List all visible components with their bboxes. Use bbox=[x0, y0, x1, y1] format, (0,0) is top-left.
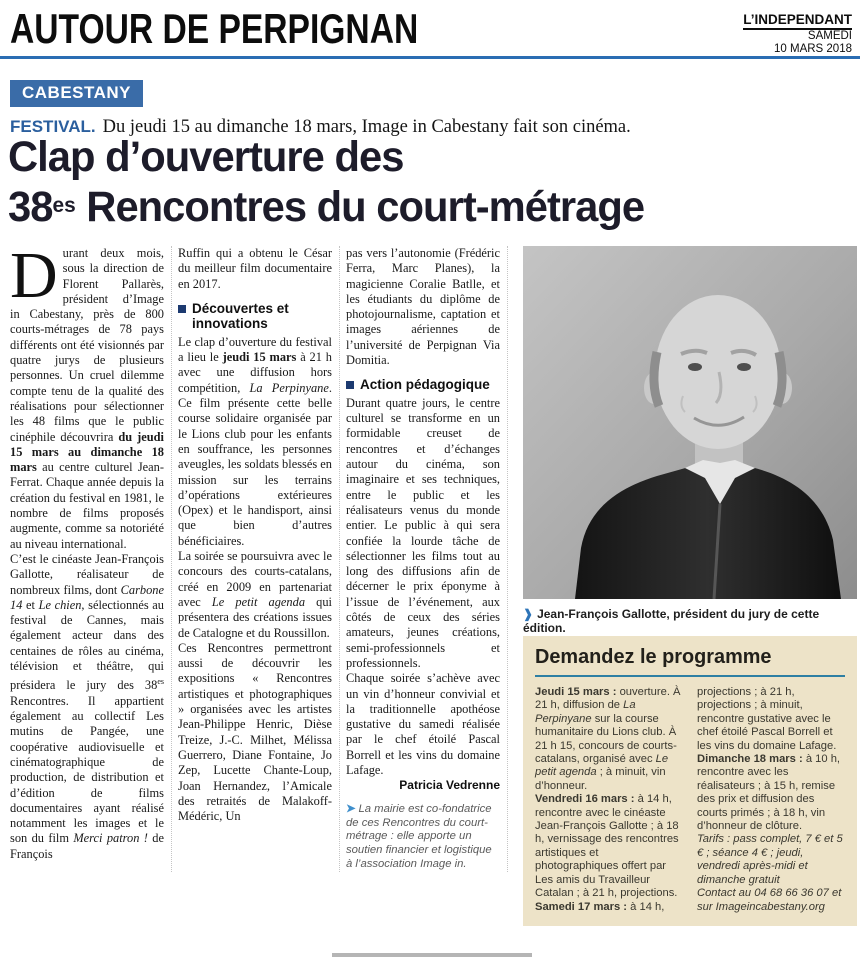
program-column-left bbox=[535, 686, 683, 914]
page-bottom-rule bbox=[332, 953, 532, 957]
program-column-right bbox=[697, 686, 845, 914]
article-paragraph: Ces Rencontres permettront aussi de découvrir les expositions « Rencontres artistiques et photographiques » organisées avec les artistes Jean-Philippe Henric, Dièse Treize, J.-C. Milhet, Mélissa Guerrero, Diane Fontaine, Jo Zep, Lucette Chante-Loup, Joan Hernandez, l’Amicale des retraités de Malakoff-Médéric, Un bbox=[178, 640, 332, 824]
program-columns bbox=[535, 686, 845, 914]
program-entry: Tarifs : pass complet, 7 € et 5 € ; séance 4 € ; jeudi, vendredi après-midi et dimanche gratuit bbox=[697, 833, 843, 886]
article-paragraph: Le clap d’ouverture du festival a lieu le jeudi 15 mars à 21 h avec une diffusion hors compétition, La Perpinyane. Ce film présente cette belle course solidaire organisée par le Lions club pour les enfants en souffrance, les personnes aveugles, les soldats blessés en mission sur les terrains d’opérations extérieures (Opex) et le handisport, ainsi que bien d’autres bénéficiaires. bbox=[178, 334, 332, 548]
article-column-1 bbox=[10, 239, 172, 872]
portrait-illustration bbox=[523, 246, 857, 599]
headline-line-1: Clap d’ouverture des bbox=[8, 133, 404, 181]
program-entry: Vendredi 16 mars : à 14 h, rencontre avec le cinéaste Jean-François Gallotte ; à 18 h, vernissage des rencontres artistiques et photographiques offert par Les amis du Travailleur Catalan ; à 21 h, projections. bbox=[535, 793, 679, 900]
edition-info bbox=[743, 6, 852, 56]
note-text: La mairie est co-fondatrice de ces Rencontres du court-métrage : elle apporte un soutien financier et logistique à l’association Image in. bbox=[346, 802, 492, 871]
paper-name: L’INDEPENDANT bbox=[743, 12, 852, 30]
program-entry: Contact au 04 68 66 36 07 et sur Imageincabestany.org bbox=[697, 887, 842, 913]
section-subhead bbox=[178, 301, 332, 332]
program-entry: Dimanche 18 mars : à 10 h, rencontre avec les réalisateurs ; à 15 h, remise des prix et diffusion des courts primés ; à 18 h, vin d’honneur de clôture. bbox=[697, 753, 841, 833]
square-bullet-icon bbox=[346, 381, 354, 389]
headline bbox=[8, 133, 644, 231]
article-paragraph: Ruffin qui a obtenu le César du meilleur film documentaire en 2017. bbox=[178, 246, 332, 291]
square-bullet-icon bbox=[178, 305, 186, 313]
town-badge: CABESTANY bbox=[10, 80, 143, 107]
arrow-icon: ➤ bbox=[346, 802, 356, 815]
program-rule bbox=[535, 675, 845, 677]
headline-line-2-text: Rencontres du court-métrage bbox=[75, 183, 645, 231]
byline: Patricia Vedrenne bbox=[399, 778, 500, 793]
article-paragraph: Durant quatre jours, le centre culturel se transforme en un formidable creuset de rencontres et d’échanges autour du cinéma, son imaginaire et ses techniques, entre le public et les réalisateurs venus du monde entier. Le public à qui sera confiée la lourde tâche de sélectionner les films tout au long des diffusions afin de décerner le prix éponyme à l’issue de l’événement, aux côtés de ceux des séries amateurs, jeunes créations, semi-professionnels et professionnels. bbox=[346, 395, 500, 670]
article-paragraph: pas vers l’autonomie (Frédéric Ferra, Marc Planes), la magicienne Coralie Batlle, et les étudiants du diplôme de photojournalisme, captation et images aériennes de l’université de Perpignan Via Domitia. bbox=[346, 246, 500, 368]
article-paragraph: Chaque soirée s’achève avec un vin d’honneur convivial et la traditionnelle apothéose gustative du samedi réalisée par le chef étoilé Pascal Borrell et les vins du domaine Lafage. bbox=[346, 671, 500, 777]
program-entry: Samedi 17 mars : à 14 h, bbox=[535, 900, 665, 913]
masthead bbox=[10, 6, 852, 56]
section-title: AUTOUR DE PERPIGNAN bbox=[10, 5, 419, 52]
photo-caption bbox=[523, 607, 857, 635]
edition-day: SAMEDI bbox=[807, 30, 852, 42]
caption-text: Jean-François Gallotte, président du jury de cette édition. bbox=[523, 607, 820, 635]
kicker-label: FESTIVAL. bbox=[10, 117, 96, 136]
drop-cap: D bbox=[10, 239, 58, 312]
program-entry: projections ; à 21 h, projections ; à minuit, rencontre gustative avec le chef étoilé Pascal Borrell et les vins du domaine Lafage. bbox=[697, 686, 837, 752]
kicker-text: Du jeudi 15 au dimanche 18 mars, Image in Cabestany fait son cinéma. bbox=[102, 117, 631, 137]
article-column-3 bbox=[346, 246, 508, 872]
article-paragraph: La soirée se poursuivra avec le concours des courts-catalans, créé en 2009 en partenariat avec Le petit agenda qui présentera des créations issues de Catalogne et du Roussillon. bbox=[178, 549, 332, 640]
section-subhead bbox=[346, 377, 500, 393]
edition-date: 10 MARS 2018 bbox=[774, 43, 852, 55]
headline-line-2-number: 38 bbox=[8, 183, 53, 231]
article-column-2 bbox=[178, 246, 340, 872]
editor-note bbox=[346, 803, 500, 873]
program-box bbox=[523, 636, 857, 926]
article-body bbox=[10, 239, 518, 872]
program-title: Demandez le programme bbox=[535, 645, 772, 668]
masthead-rule bbox=[0, 56, 860, 59]
headline-superscript: es bbox=[52, 193, 76, 217]
paragraph-text: urant deux mois, sous la direction de Florent Pallarès, président d’Image in Cabestany, près de 800 courts-métrages de 78 pays différents ont été visionnés par quatre jurys de plusieurs personnes. Un cruel dilemme compte tenu de la qualité des réalisations pour sélectionner les 48 films que le public cinéphile découvrira du jeudi 15 mars au dimanche 18 mars au centre culturel Jean-Ferrat. Chaque année depuis la création du festival en 1981, le nombre de films proposés augmente, comme sa notoriété au niveau international. bbox=[10, 246, 164, 551]
program-entry: Jeudi 15 mars : ouverture. À 21 h, diffusion de La Perpinyane sur la course humanitaire du Lions club. À 21 h 15, concours de courts-catalans, organisé avec Le petit agenda ; à minuit, vin d’honneur. bbox=[535, 686, 681, 792]
subhead-text: Découvertes et innovations bbox=[192, 300, 289, 332]
article-paragraph: C’est le cinéaste Jean-François Gallotte, réalisateur de nombreux films, dont Carbone 14 et Le chien, sélectionnés au festival de Cannes, mais également acteur dans des centaines de rôles au cinéma, télévision et théâtre, qui présidera le jury des $38^{es}$ Rencontres. Il appartient également au collectif Les mutins de Pangée, une coopérative audiovisuelle et cinématographique de production, de distribution et d’édition de films documentaires ayant réalisé notamment les images et le son du film Merci patron ! de François bbox=[10, 551, 165, 861]
subhead-text: Action pédagogique bbox=[360, 377, 490, 393]
article-paragraph bbox=[10, 239, 164, 552]
caption-marker-icon: ❱ bbox=[523, 607, 534, 621]
portrait-photo bbox=[523, 246, 857, 599]
